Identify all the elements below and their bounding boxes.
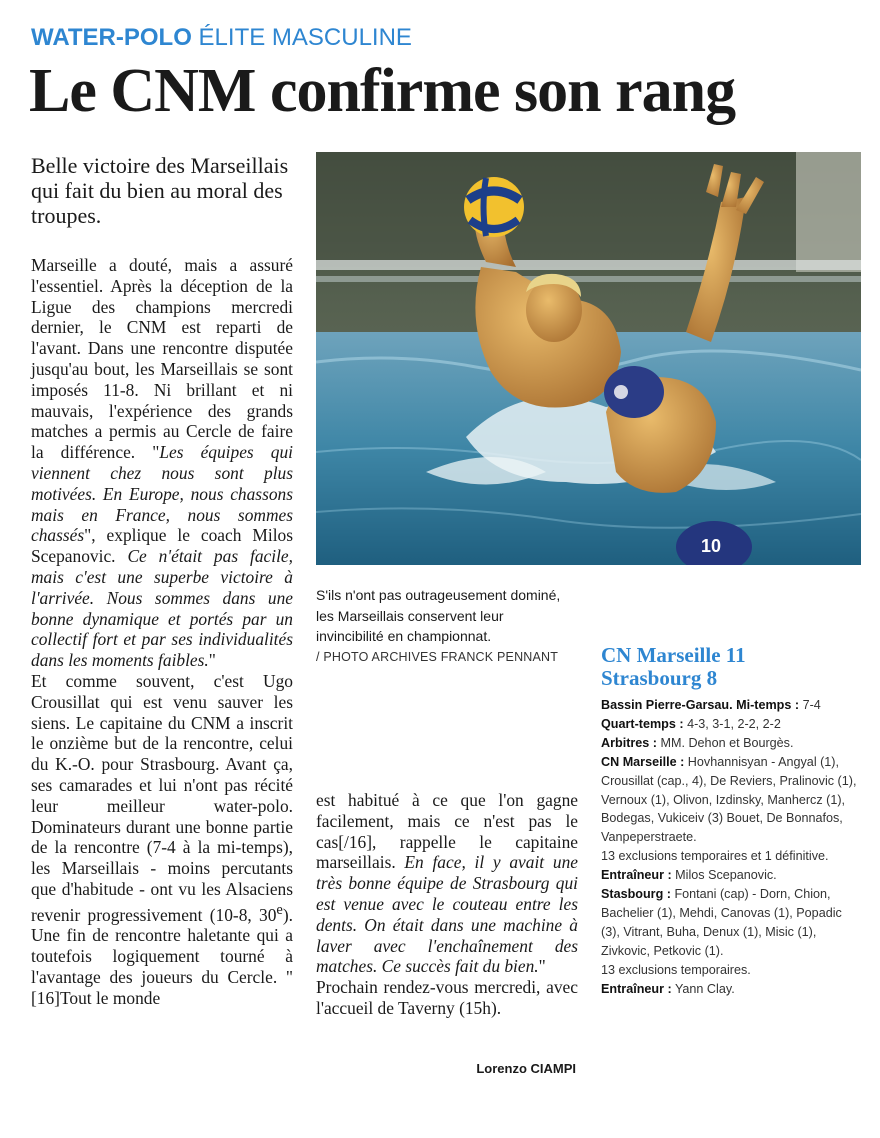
coach1-label: Entraîneur : <box>601 868 672 883</box>
article-headline: Le CNM confirme son rang <box>29 57 736 125</box>
team1-label: CN Marseille : <box>601 754 685 769</box>
team2-value: Fontani (cap) - Dorn, Chion, Bachelier (1), Mehdi, Canovas (1), Popadic (3), Vitrant, Buha, Denux (1), Misic (1), Zivkovic, Petkovic (1). <box>601 887 842 958</box>
body-text: ). Une fin de rencontre haletante qui a toutefois logiquement tourné à l'avantage des joueurs du Cercle. "[16]Tout le monde <box>31 904 293 1008</box>
referees-value: MM. Dehon et Bourgès. <box>656 735 794 750</box>
quarters-label: Quart-temps : <box>601 716 684 731</box>
quarters-value: 4-3, 3-1, 2-2, 2-2 <box>683 716 781 731</box>
body-paragraph-4 <box>316 977 578 1019</box>
match-result-box <box>601 644 863 999</box>
coach2-value: Yann Clay. <box>671 981 735 996</box>
coach2-label: Entraîneur : <box>601 981 672 996</box>
team1-line <box>601 753 863 848</box>
article-body-column-1 <box>31 255 293 1008</box>
referees-line <box>601 734 863 753</box>
body-paragraph-2 <box>31 671 293 1009</box>
water-polo-photo <box>316 152 861 565</box>
kicker-category: ÉLITE MASCULINE <box>198 24 412 51</box>
referees-label: Arbitres : <box>601 735 657 750</box>
body-text: " <box>208 650 216 671</box>
coach1-line <box>601 866 863 885</box>
article-body-column-2 <box>316 790 578 1019</box>
body-text: Prochain rendez-vous mercredi, avec l'accueil de Taverny (15h). <box>316 977 578 1018</box>
team2-line <box>601 885 863 961</box>
score-line-home: CN Marseille 11 <box>601 643 746 667</box>
body-paragraph-3 <box>316 790 578 977</box>
team2-exclusions: 13 exclusions temporaires. <box>601 962 751 977</box>
superscript: e <box>276 901 283 918</box>
author-byline: Lorenzo CIAMPI <box>476 1061 576 1076</box>
photo-credit: / PHOTO ARCHIVES FRANCK PENNANT <box>316 650 559 664</box>
quote-text: Ce n'était pas facile, mais c'est une superbe victoire à l'arrivée. Nous sommes dans une bonne dynamique et portés par un collectif fort et par ses individualités dans les moments faibles. <box>31 546 293 671</box>
score-line-away: Strasbourg 8 <box>601 666 718 690</box>
coach1-value: Milos Scepanovic. <box>671 868 777 883</box>
body-text: est habitué à ce que l'on gagne facilement, mais ce n'est pas le cas[/16], rappelle le capitaine marseillais. <box>316 790 578 873</box>
quarters-line <box>601 715 863 734</box>
body-text: " <box>538 956 546 977</box>
photo-caption: S'ils n'ont pas outrageusement dominé, les Marseillais conservent leur invincibilité en championnat. <box>316 587 561 644</box>
body-text: Et comme souvent, c'est Ugo Crousillat qui est venu sauver les siens. Le capitaine du CNM a inscrit le onzième but de la rencontre, celui du K.-O. pour Strasbourg. Avant ça, ses camarades et lui n'ont pas récité leur meilleur water-polo. Dominateurs durant une bonne partie de la rencontre (7-4 à la mi-temps), les Marseillais - moins percutants que d'habitude - ont vu les Alsaciens revenir progressivement (10-8, 30 <box>31 670 293 925</box>
body-text: ", explique le coach Milos Scepanovic. <box>31 525 293 567</box>
team1-exclusions: 13 exclusions temporaires et 1 définitive. <box>601 849 829 864</box>
body-text: Marseille a douté, mais a assuré l'essentiel. Après la déception de la Ligue des champions mercredi dernier, le CNM est reparti de l'avant. Dans une rencontre disputée jusqu'au bout, les Marseillais se sont imposés 11-8. Ni brillant et ni mauvais, l'expérience des grands matches a permis au Cercle de faire la différence. " <box>31 255 293 463</box>
water-polo-illustration <box>316 152 861 565</box>
kicker-sport: WATER-POLO <box>31 24 192 51</box>
article-chapo: Belle victoire des Marseillais qui fait du bien au moral des troupes. <box>31 153 289 228</box>
team2-label: Stasbourg : <box>601 887 671 902</box>
venue-label: Bassin Pierre-Garsau. Mi-temps : <box>601 698 800 712</box>
cap-number: 10 <box>701 536 722 556</box>
coach2-line <box>601 980 863 999</box>
venue-line <box>601 696 863 715</box>
section-kicker <box>31 24 412 52</box>
team1-value: Hovhannisyan - Angyal (1), Crousillat (cap., 4), De Reviers, Pralinovic (1), Vernoux (1), Olivon, Izdinsky, Manhercz (1), Bodegas, Vukiceiv (3) Bouet, De Bonnafos, Vanpeperstraete. <box>601 754 857 845</box>
quote-text: En face, il y avait une très bonne équipe de Strasbourg qui est venue avec le couteau entre les dents. On était dans une machine à laver avec l'enchaînement des matches. Ce succès fait du bien. <box>316 852 578 977</box>
quote-text: Les équipes qui viennent chez nous sont plus motivées. En Europe, nous chassons mais en France, nous sommes chassés <box>31 442 293 546</box>
venue-value: 7-4 <box>799 698 821 712</box>
match-details <box>601 696 863 999</box>
body-paragraph-1 <box>31 255 293 671</box>
